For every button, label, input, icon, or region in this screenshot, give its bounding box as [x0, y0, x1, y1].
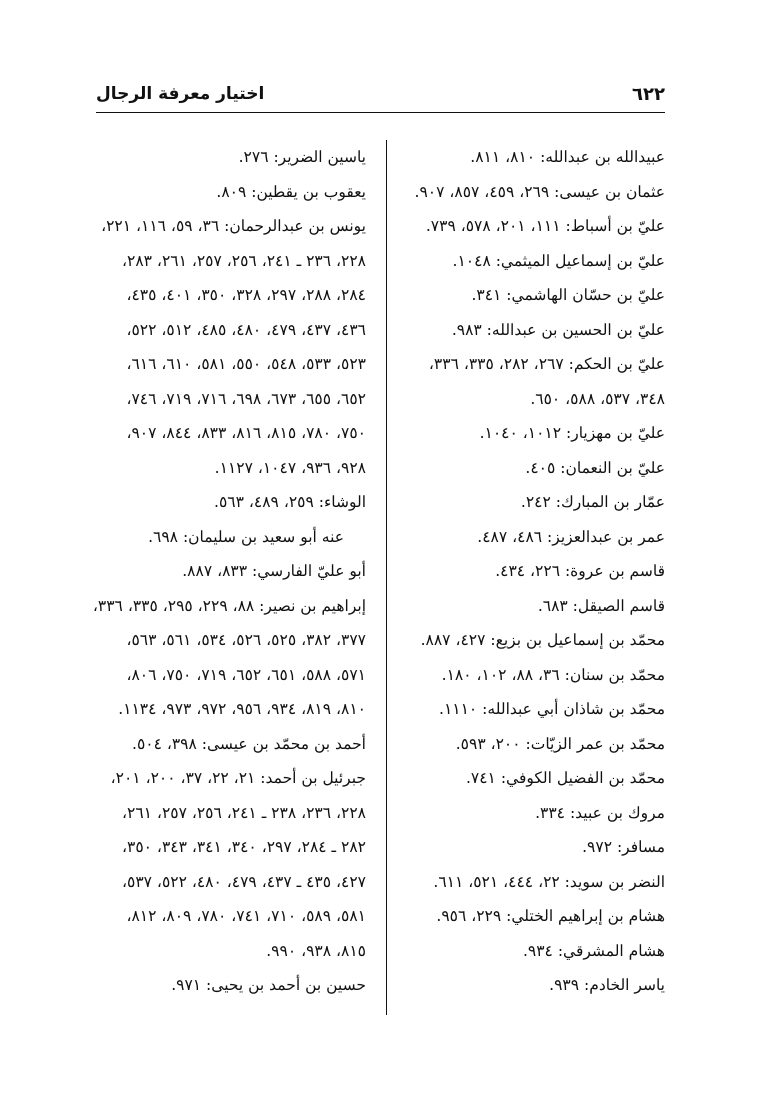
index-entry-line: النضر بن سويد: ٢٢، ٤٤٤، ٥٢١، ٦١١.	[433, 872, 665, 891]
index-entry-line: عليّ بن حسّان الهاشمي: ٣٤١.	[471, 286, 665, 304]
index-entry-line: قاسم الصيقل: ٦٨٣.	[537, 596, 665, 615]
index-entry-line: عبيدالله بن عبدالله: ٨١٠، ٨١١.	[470, 148, 665, 166]
index-entry-line: محمّد بن إسماعيل بن بزيع: ٤٢٧، ٨٨٧.	[420, 631, 665, 649]
index-entry-line: محمّد بن الفضيل الكوفي: ٧٤١.	[465, 769, 665, 787]
index-entry-line: أحمد بن محمّد بن عيسى: ٣٩٨، ٥٠٤.	[132, 734, 366, 753]
index-entry-line: حسين بن أحمد بن يحيى: ٩٧١.	[171, 976, 366, 994]
index-entry-line: ٩٢٨، ٩٣٦، ١٠٤٧، ١١٢٧.	[214, 458, 366, 477]
index-entry-line: عمّار بن المبارك: ٢٤٢.	[520, 493, 665, 511]
page-header	[96, 82, 665, 113]
index-entry-line: ٥٢٣، ٥٣٣، ٥٤٨، ٥٥٠، ٥٨١، ٦١٠، ٦١٦،	[126, 355, 366, 373]
index-entry-line: ٨١٠، ٨١٩، ٩٣٤، ٩٥٦، ٩٧٢، ٩٧٣، ١١٣٤.	[118, 700, 366, 718]
index-column-left	[82, 140, 366, 1003]
index-entry-line: محمّد بن شاذان أبي عبدالله: ١١١٠.	[439, 700, 665, 718]
index-entry-line: مروك بن عبيد: ٣٣٤.	[535, 803, 665, 822]
index-entry-line: ٤٢٧، ٤٣٥ ـ ٤٣٧، ٤٧٩، ٤٨٠، ٥٢٢، ٥٣٧،	[122, 872, 366, 891]
index-entry-line: عليّ بن الحسين بن عبدالله: ٩٨٣.	[451, 320, 665, 339]
index-entry-line: يعقوب بن يقطين: ٨٠٩.	[216, 182, 366, 201]
running-title: اختيار معرفة الرجال	[96, 84, 265, 104]
index-entry-line: قاسم بن عروة: ٢٢٦، ٤٣٤.	[495, 562, 665, 580]
index-entry-line: ٨١٥، ٩٣٨، ٩٩٠.	[266, 941, 366, 960]
index-entry-line: عمر بن عبدالعزيز: ٤٨٦، ٤٨٧.	[477, 527, 665, 546]
index-entry-line: عليّ بن أسباط: ١١١، ٢٠١، ٥٧٨، ٧٣٩.	[425, 217, 665, 235]
index-entry-line: ٢٨٤، ٢٨٨، ٢٩٧، ٣٢٨، ٣٥٠، ٤٠١، ٤٣٥،	[126, 286, 366, 304]
index-entry-line: عليّ بن إسماعيل الميثمي: ١٠٤٨.	[452, 251, 665, 270]
index-entry-line: ٢٢٨، ٢٣٦ ـ ٢٤١، ٢٥٦، ٢٥٧، ٢٦١، ٢٨٣،	[122, 251, 366, 270]
index-entry-line: هشام المشرقي: ٩٣٤.	[522, 941, 665, 960]
index-entry-line: ٦٥٢، ٦٥٥، ٦٧٣، ٦٩٨، ٧١٦، ٧١٩، ٧٤٦،	[126, 389, 366, 408]
index-entry-line: يونس بن عبدالرحمان: ٣٦، ٥٩، ١١٦، ٢٢١،	[101, 217, 366, 235]
index-entry-line: ٥٨١، ٥٨٩، ٧١٠، ٧٤١، ٧٨٠، ٨٠٩، ٨١٢،	[126, 907, 366, 925]
index-entry-line: ٣٧٧، ٣٨٢، ٥٢٥، ٥٢٦، ٥٣٤، ٥٦١، ٥٦٣،	[126, 631, 366, 649]
index-column-right	[397, 140, 665, 1003]
index-entry-line: إبراهيم بن نصير: ٨٨، ٢٢٩، ٢٩٥، ٣٣٥، ٣٣٦،	[92, 596, 366, 615]
index-entry-line: ياسر الخادم: ٩٣٩.	[549, 976, 665, 994]
index-entry-line: مسافر: ٩٧٢.	[582, 838, 665, 856]
column-divider	[386, 140, 387, 1015]
index-entry-line: عليّ بن مهزيار: ١٠١٢، ١٠٤٠.	[479, 424, 665, 442]
index-entry-line: عنه أبو سعيد بن سليمان: ٦٩٨.	[148, 527, 344, 546]
index-entry-line: عليّ بن النعمان: ٤٠٥.	[525, 458, 665, 477]
index-entry-line: ٥٧١، ٥٨٨، ٦٥١، ٦٥٢، ٧١٩، ٧٥٠، ٨٠٦،	[126, 665, 366, 684]
index-entry-line: ٣٤٨، ٥٣٧، ٥٨٨، ٦٥٠.	[530, 389, 665, 408]
index-entry-line: محمّد بن عمر الزيّات: ٢٠٠، ٥٩٣.	[455, 734, 665, 753]
index-entry-line: ٢٢٨، ٢٣٦، ٢٣٨ ـ ٢٤١، ٢٥٦، ٢٥٧، ٢٦١،	[122, 803, 366, 822]
index-entry-line: محمّد بن سنان: ٣٦، ٨٨، ١٠٢، ١٨٠.	[441, 665, 665, 684]
index-entry-line: ٢٨٢ ـ ٢٨٤، ٢٩٧، ٣٤٠، ٣٤١، ٣٤٣، ٣٥٠،	[122, 838, 366, 856]
index-entry-line: ٤٣٦، ٤٣٧، ٤٧٩، ٤٨٠، ٤٨٥، ٥١٢، ٥٢٢،	[126, 320, 366, 339]
page-number: ٦٢٢	[632, 84, 665, 105]
index-entry-line: ياسين الضرير: ٢٧٦.	[238, 148, 366, 166]
index-entry-line: هشام بن إبراهيم الختلي: ٢٢٩، ٩٥٦.	[436, 907, 665, 925]
index-entry-line: جبرئيل بن أحمد: ٢١، ٢٢، ٣٧، ٢٠٠، ٢٠١،	[110, 769, 366, 787]
index-entry-line: أبو عليّ الفارسي: ٨٣٣، ٨٨٧.	[182, 562, 366, 580]
index-entry-line: عليّ بن الحكم: ٢٦٧، ٢٨٢، ٣٣٥، ٣٣٦،	[428, 355, 665, 373]
index-entry-line: الوشاء: ٢٥٩، ٤٨٩، ٥٦٣.	[214, 493, 366, 511]
index-entry-line: ٧٥٠، ٧٨٠، ٨١٥، ٨١٦، ٨٣٣، ٨٤٤، ٩٠٧،	[126, 424, 366, 442]
index-entry-line: عثمان بن عيسى: ٢٦٩، ٤٥٩، ٨٥٧، ٩٠٧.	[414, 182, 665, 201]
